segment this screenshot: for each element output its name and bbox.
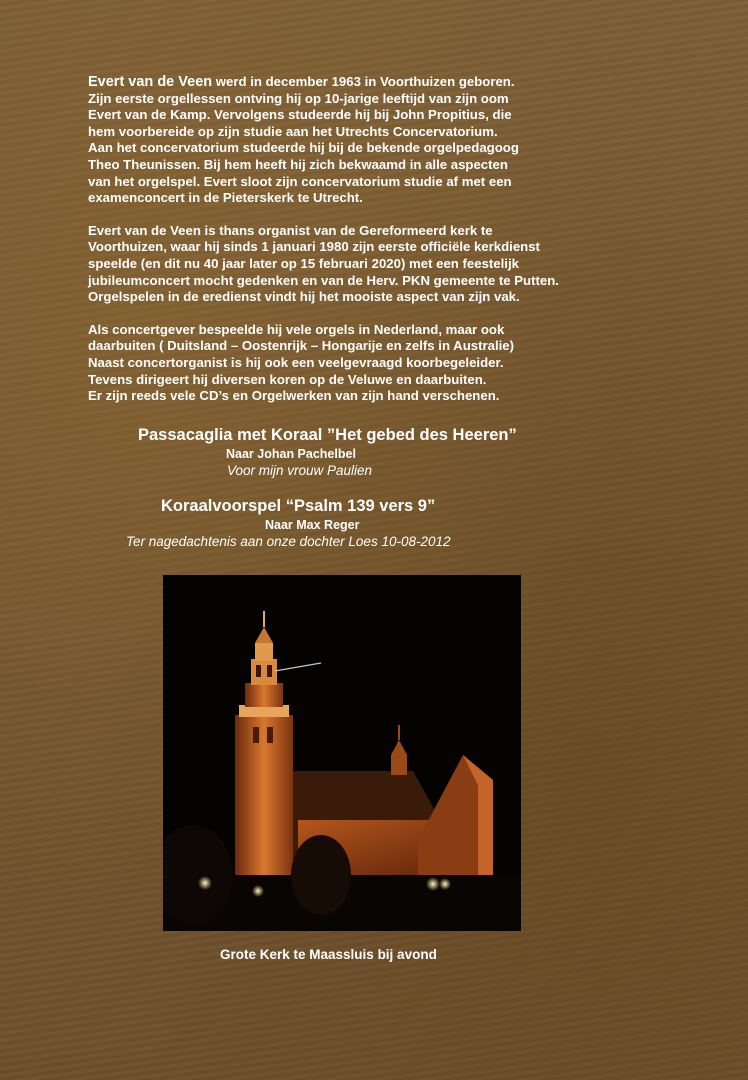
church-night-illustration bbox=[163, 575, 521, 931]
piece-title: Koraalvoorspel “Psalm 139 vers 9” bbox=[161, 497, 436, 515]
church-photo bbox=[163, 575, 521, 931]
bio-paragraph-2: Evert van de Veen is thans organist van de Gereformeerd kerk te Voorthuizen, waar hij sinds 1 januari 1980 zijn eerste officiële kerkdienst speelde (en dit nu 40 jaar later op 15 februari 2020) met een feestelijk jubileumconcert mocht gedenken en van de Herv. PKN gemeente te Putten. Orgelspelen in de eredienst vindt hij het mooiste aspect van zijn vak. bbox=[88, 222, 559, 305]
piece-dedication: Voor mijn vrouw Paulien bbox=[227, 463, 373, 478]
bio-paragraph-3: Als concertgever bespeelde hij vele orgels in Nederland, maar ook daarbuiten ( Duitsland – Oostenrijk – Hongarije en zelfs in Australie) Naast concertorganist is hij ook een veelgevraagd koorbegeleider. Tevens dirigeert hij diversen koren op de Veluwe en daarbuiten. Er zijn reeds vele CD’s en Orgelwerken van zijn hand verschenen. bbox=[88, 321, 514, 404]
piece-arrangement: Naar Max Reger bbox=[265, 518, 360, 532]
photo-caption: Grote Kerk te Maassluis bij avond bbox=[220, 947, 437, 962]
organist-name: Evert van de Veen bbox=[88, 74, 213, 90]
bio-paragraph-1-text: werd in december 1963 in Voorthuizen geboren. Zijn eerste orgellessen ontving hij op 10-jarige leeftijd van zijn oom Evert van de Kamp. Vervolgens studeerde hij bij John Propitius, die hem voorbereide op zijn studie aan het Utrechts Concervatorium. Aan het concervatorium studeerde hij bij de bekende orgelpedagoog Theo Theunissen. Bij hem heeft hij zich bekwaamd in alle aspecten van het orgelspel. Evert sloot zijn concervatorium studie af met een examenconcert in de Pieterskerk te Utrecht. bbox=[88, 74, 519, 206]
piece-koraalvoorspel bbox=[126, 497, 451, 549]
bio-paragraph-1 bbox=[88, 74, 628, 207]
piece-title: Passacaglia met Koraal ”Het gebed des Heeren” bbox=[138, 426, 517, 444]
piece-dedication: Ter nagedachtenis aan onze dochter Loes 10-08-2012 bbox=[126, 534, 451, 549]
piece-passacaglia bbox=[138, 426, 517, 478]
piece-arrangement: Naar Johan Pachelbel bbox=[226, 447, 356, 461]
biography bbox=[88, 74, 628, 421]
